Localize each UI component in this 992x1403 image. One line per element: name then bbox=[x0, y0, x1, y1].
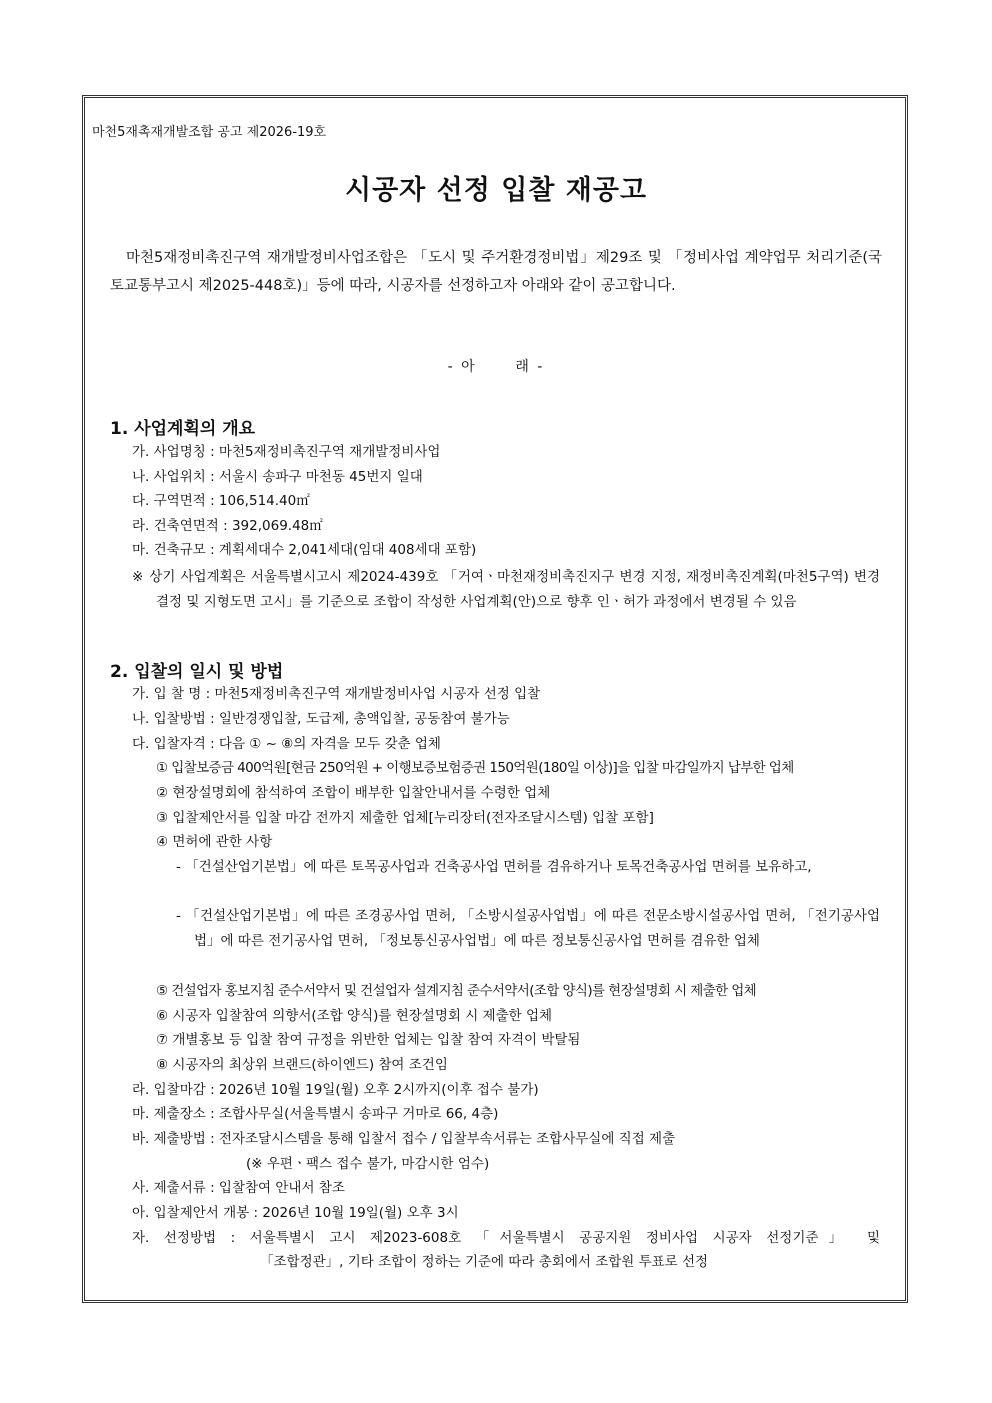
submission-note: (※ 우편ㆍ팩스 접수 불가, 마감시한 엄수) bbox=[246, 1156, 490, 1172]
section2-item: 라. 입찰마감 : 2026년 10월 19일(월) 오후 2시까지(이후 접수 불가) bbox=[132, 1082, 539, 1098]
qualification-item: ③ 입찰제안서를 입찰 마감 전까지 제출한 업체[누리장터(전자조달시스템) 입찰 포함] bbox=[156, 810, 654, 826]
qualification-item: ⑧ 시공자의 최상위 브랜드(하이엔드) 참여 조건임 bbox=[156, 1057, 448, 1073]
section2-item: 바. 제출방법 : 전자조달시스템을 통해 입찰서 접수 / 입찰부속서류는 조합사무실에 직접 제출 bbox=[132, 1131, 676, 1147]
document-title: 시공자 선정 입찰 재공고 bbox=[344, 175, 648, 206]
qualification-item: ⑥ 시공자 입찰참여 의향서(조합 양식)를 현장설명회 시 제출한 업체 bbox=[156, 1008, 553, 1024]
section2-item: 다. 입찰자격 : 다음 ① ~ ⑧의 자격을 모두 갖춘 업체 bbox=[132, 736, 441, 752]
section2-heading: 2. 입찰의 일시 및 방법 bbox=[110, 662, 284, 682]
qualification-item: ⑦ 개별홍보 등 입찰 참여 규정을 위반한 업체는 입찰 참여 자격이 박탈됨 bbox=[156, 1032, 581, 1048]
section2-item: 사. 제출서류 : 입찰참여 안내서 참조 bbox=[132, 1180, 345, 1196]
selection-method-cont: 「조합정관」, 기타 조합이 정하는 기준에 따라 총회에서 조합원 투표로 선정 bbox=[260, 1254, 709, 1270]
section2-item: 아. 입찰제안서 개봉 : 2026년 10월 19일(월) 오후 3시 bbox=[132, 1205, 459, 1221]
intro-paragraph: 마천5재정비촉진구역 재개발정비사업조합은 「도시 및 주거환경정비법」제29조 및 「정비사업 계약업무 처리기준(국토교통부고시 제2025-448호)」등에 따라, 시공자를 선정하고자 아래와 같이 공고합니다. bbox=[110, 250, 882, 294]
ahrae-divider: - 아 래 - bbox=[447, 359, 545, 375]
section1-item: 라. 건축연면적 : 392,069.48㎡ bbox=[132, 518, 323, 534]
section1-item: 마. 건축규모 : 계획세대수 2,041세대(임대 408세대 포함) bbox=[132, 542, 477, 558]
section1-item: 나. 사업위치 : 서울시 송파구 마천동 45번지 일대 bbox=[132, 469, 423, 485]
section1-heading: 1. 사업계획의 개요 bbox=[110, 419, 256, 439]
selection-method: 자. 선정방법 : 서울특별시 고시 제2023-608호 「서울특별시 공공지원 정비사업 시공자 선정기준」 및 bbox=[132, 1230, 880, 1246]
notice-number: 마천5재촉재개발조합 공고 제2026-19호 bbox=[92, 125, 327, 140]
section2-item: 가. 입 찰 명 : 마천5재정비촉진구역 재개발정비사업 시공자 선정 입찰 bbox=[132, 686, 541, 702]
license-requirement-1: - 「건설산업기본법」에 따른 토목공사업과 건축공사업 면허를 겸유하거나 토목건축공사업 면허를 보유하고, bbox=[176, 859, 812, 875]
license-requirement-2: - 「건설산업기본법」에 따른 조경공사업 면허, 「소방시설공사업법」에 따른 전문소방시설공사업 면허, 「전기공사업법」에 따른 전기공사업 면허, 「정보통신공사업법」에 따른 정보통신공사업 면허를 겸유한 업체 bbox=[176, 908, 880, 949]
section1-item: 다. 구역면적 : 106,514.40㎡ bbox=[132, 493, 310, 509]
section1-item: 가. 사업명칭 : 마천5재정비촉진구역 재개발정비사업 bbox=[132, 444, 441, 460]
qualification-item: ⑤ 건설업자 홍보지침 준수서약서 및 건설업자 설계지침 준수서약서(조합 양식)를 현장설명회 시 제출한 업체 bbox=[156, 983, 757, 999]
qualification-item: ④ 면허에 관한 사항 bbox=[156, 834, 273, 850]
section1-note: ※ 상기 사업계획은 서울특별시고시 제2024-439호 「거여ㆍ마천재정비촉진지구 변경 지정, 재정비촉진계획(마천5구역) 변경 결정 및 지형도면 고시」를 기준으로 조합이 작성한 사업계획(안)으로 향후 인ㆍ허가 과정에서 변경될 수 있음 bbox=[132, 569, 880, 610]
section2-item: 나. 입찰방법 : 일반경쟁입찰, 도급제, 총액입찰, 공동참여 불가능 bbox=[132, 711, 510, 727]
qualification-item: ② 현장설명회에 참석하여 조합이 배부한 입찰안내서를 수령한 업체 bbox=[156, 785, 551, 801]
qualification-item: ① 입찰보증금 400억원[현금 250억원 + 이행보증보험증권 150억원(180일 이상)]을 입찰 마감일까지 납부한 업체 bbox=[156, 760, 794, 776]
section2-item: 마. 제출장소 : 조합사무실(서울특별시 송파구 거마로 66, 4층) bbox=[132, 1106, 499, 1122]
